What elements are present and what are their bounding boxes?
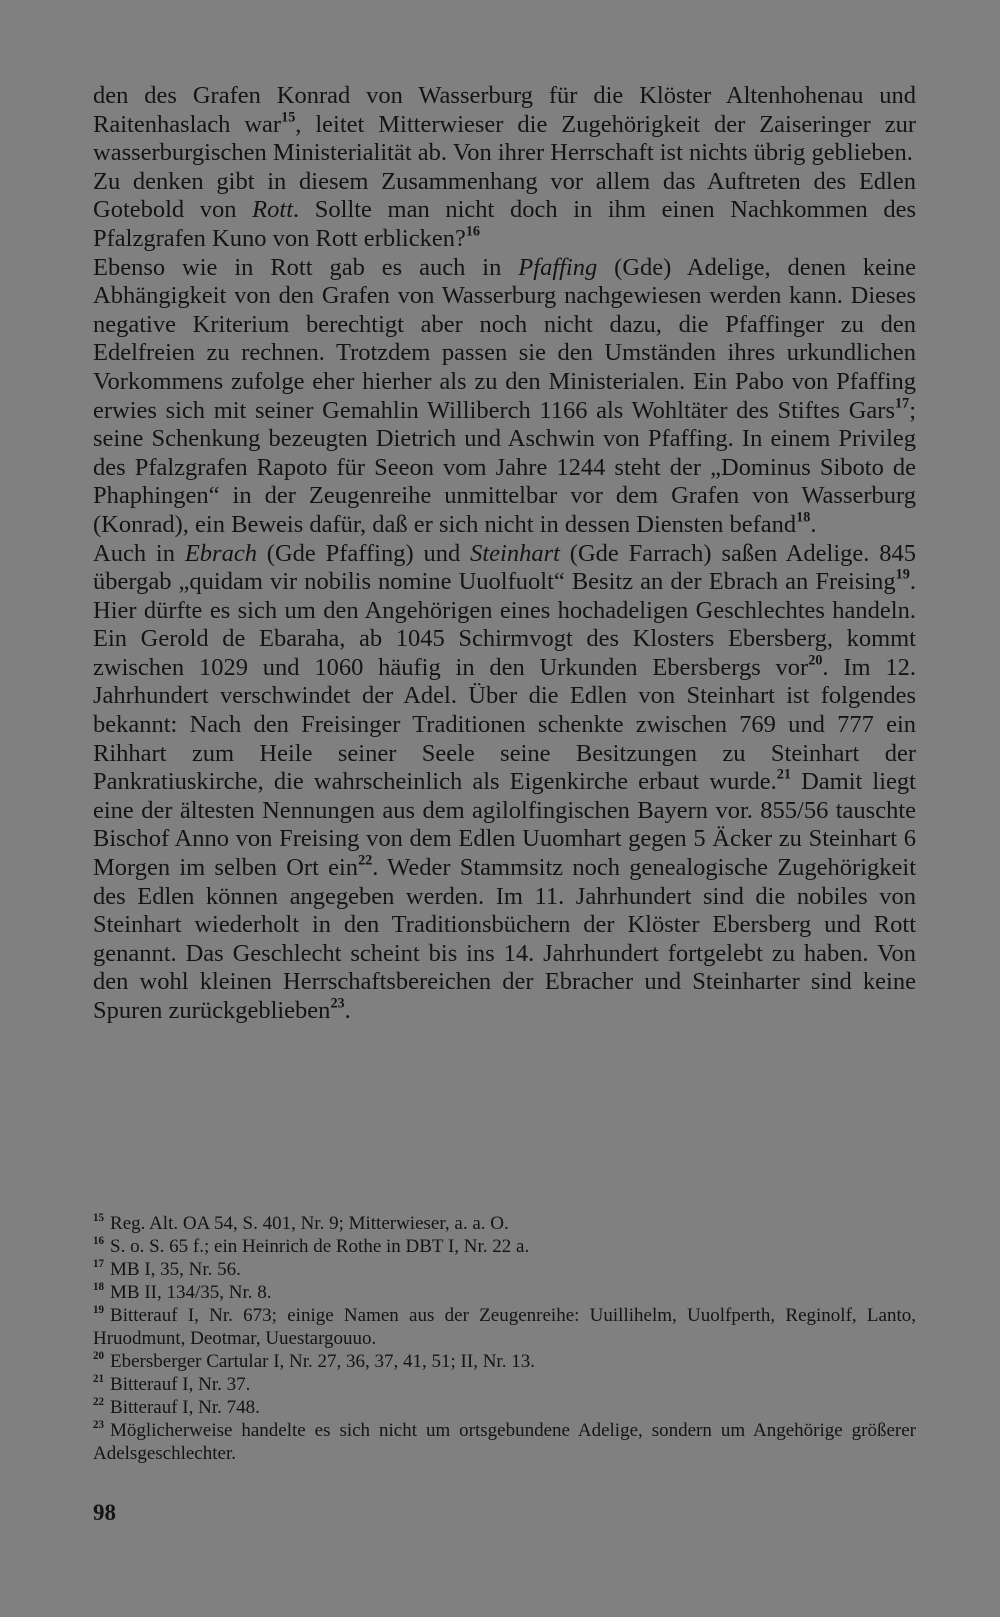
footnote-text: Möglicherweise handelte es sich nicht um ortsgebundene Adelige, sondern um Angehörige größerer Adelsgeschlechter. xyxy=(93,1420,916,1464)
footnote xyxy=(93,1350,916,1373)
footnote-text: Bitterauf I, Nr. 673; einige Namen aus der Zeugenreihe: Uuillihelm, Uuolfperth, Reginolf, Lanto, Hruodmunt, Deotmar, Uuestargouuo. xyxy=(93,1305,916,1349)
footnote-text: MB II, 134/35, Nr. 8. xyxy=(110,1282,272,1303)
text-run: (Gde Pfaffing) und xyxy=(256,539,471,567)
footnote xyxy=(93,1212,916,1235)
place-name: Pfaffing xyxy=(518,253,598,281)
footnote xyxy=(93,1373,916,1396)
footnote-text: Bitterauf I, Nr. 748. xyxy=(110,1397,260,1418)
footnote-ref: 23 xyxy=(330,995,345,1012)
text-run: . xyxy=(810,510,817,538)
footnote-number: 23 xyxy=(93,1418,105,1431)
footnote-text: Ebersberger Cartular I, Nr. 27, 36, 37, 41, 51; II, Nr. 13. xyxy=(110,1351,535,1372)
footnote xyxy=(93,1304,916,1350)
footnote xyxy=(93,1396,916,1419)
text-run: Ebenso wie in Rott gab es auch in xyxy=(93,253,519,281)
footnote-text: S. o. S. 65 f.; ein Heinrich de Rothe in DBT I, Nr. 22 a. xyxy=(110,1236,530,1257)
paragraph xyxy=(93,540,916,1026)
page-number: 98 xyxy=(93,1500,116,1525)
footnote-ref: 18 xyxy=(796,509,811,526)
footnote-text: Bitterauf I, Nr. 37. xyxy=(110,1374,251,1395)
footnote-text: MB I, 35, Nr. 56. xyxy=(110,1259,241,1280)
text-run: . Im 12. Jahrhundert verschwindet der Adel. Über die Edlen von Steinhart ist folgendes bekannt: Nach den Freisinger Traditionen schenkte zwischen 769 und 777 ein Rihhart zum Heile seiner Seele seine Besitzungen zu Steinhart der Pankratiuskirche, die wahrscheinlich als Eigenkirche erbaut wurde. xyxy=(93,653,916,796)
footnote-text: Reg. Alt. OA 54, S. 401, Nr. 9; Mitterwieser, a. a. O. xyxy=(110,1213,509,1234)
footnote-ref: 17 xyxy=(894,394,910,411)
text-run: (Gde Farrach) saßen Adelige. 845 übergab „quidam vir nobilis nomine Uuolfuolt“ Besitz an der Ebrach an Freising xyxy=(93,539,917,596)
footnote-ref: 16 xyxy=(465,223,481,240)
footnote-number: 18 xyxy=(93,1280,105,1293)
footnotes xyxy=(93,1212,916,1465)
footnote-number: 15 xyxy=(93,1211,105,1224)
place-name: Steinhart xyxy=(470,539,560,567)
place-name: Ebrach xyxy=(184,539,257,567)
footnote-ref: 15 xyxy=(281,108,296,125)
text-run: Zu denken gibt in diesem Zusammenhang vor allem das Auftreten des Edlen Gotebold von xyxy=(93,167,916,224)
text-run: . Weder Stammsitz noch genealogische Zugehörigkeit des Edlen können angegeben werden. Im 11. Jahrhundert sind die nobiles von Steinhart wiederholt in den Traditionsbüchern der Klöster Ebersberg und Rott genannt. Das Geschlecht scheint bis ins 14. Jahrhundert fortgelebt zu haben. Von den wohl kleinen Herrschaftsbereichen der Ebracher und Steinharter sind keine Spuren zurückgeblieben xyxy=(93,854,917,1024)
footnote-ref: 22 xyxy=(358,852,373,869)
text-run: den des Grafen Konrad von Wasserburg für die Klöster Altenhohenau und Raitenhaslach war xyxy=(93,82,916,138)
footnote-ref: 21 xyxy=(776,766,791,783)
footnote-number: 16 xyxy=(93,1234,105,1247)
text-run: . Sollte man nicht doch in ihm einen Nachkommen des Pfalzgrafen Kuno von Rott erblicken? xyxy=(93,196,916,252)
text-run: . xyxy=(344,997,351,1024)
footnote-number: 22 xyxy=(93,1395,105,1408)
footnote-ref: 20 xyxy=(808,652,823,669)
footnote-number: 19 xyxy=(93,1303,105,1316)
paragraph xyxy=(93,82,916,168)
footnote xyxy=(93,1419,916,1465)
text-run: . Hier dürfte es sich um den Angehörigen eines hochadeligen Geschlechtes handeln. Ein Gerold de Ebaraha, ab 1045 Schirmvogt des Klosters Ebersberg, kommt zwischen 1029 und 1060 häufig in den Urkunden Ebersbergs vor xyxy=(93,568,916,681)
text-run: , leitet Mitterwieser die Zugehörigkeit der Zaiseringer zur wasserburgischen Ministerialität ab. Von ihrer Herrschaft ist nichts übrig geblieben. xyxy=(93,110,916,167)
text-run: ; seine Schenkung bezeugten Dietrich und Aschwin von Pfaffing. In einem Privileg des Pfalzgrafen Rapoto für Seeon vom Jahre 1244 steht der „Dominus Siboto de Phaphingen“ in der Zeugenreihe unmittelbar vor dem Grafen von Wasserburg (Konrad), ein Beweis dafür, daß er sich nicht in dessen Diensten befand xyxy=(93,396,916,538)
footnote xyxy=(93,1281,916,1304)
text-run: (Gde) Adelige, denen keine Abhängigkeit von den Grafen von Wasserburg nachgewiesen werden kann. Dieses negative Kriterium berechtigt aber noch nicht dazu, die Pfaffinger zu den Edelfreien zu rechnen. Trotzdem passen sie den Umständen ihres urkundlichen Vorkommens zufolge eher hierher als zu den Ministerialen. Ein Pabo von Pfaffing erwies sich mit seiner Gemahlin Williberch 1166 als Wohltäter des Stiftes Gars xyxy=(93,253,916,424)
footnote-number: 17 xyxy=(93,1257,105,1270)
text-run: Damit liegt eine der ältesten Nennungen aus dem agilolfingischen Bayern vor. 855/56 tauschte Bischof Anno von Freising von dem Edlen Uuomhart gegen 5 Äcker zu Steinhart 6 Morgen im selben Ort ein xyxy=(93,768,916,882)
footnote xyxy=(93,1235,916,1258)
paragraph xyxy=(93,254,916,540)
footnote-ref: 19 xyxy=(895,566,910,583)
main-text xyxy=(93,82,916,1026)
text-run: Auch in xyxy=(93,539,185,567)
footnote xyxy=(93,1258,916,1281)
footnote-number: 21 xyxy=(93,1372,105,1385)
place-name: Rott xyxy=(252,196,294,224)
paragraph xyxy=(93,168,916,254)
footnote-number: 20 xyxy=(93,1349,105,1362)
